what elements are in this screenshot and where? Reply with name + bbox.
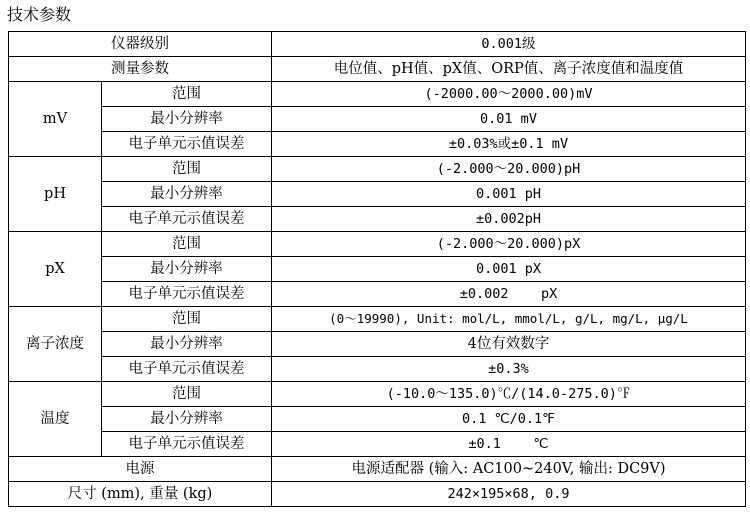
param-label: 最小分辨率 — [102, 332, 272, 357]
instrument-grade-label: 仪器级别 — [9, 32, 272, 57]
table-row — [9, 432, 746, 457]
table-row — [9, 457, 746, 482]
table-row — [9, 32, 746, 57]
param-value: (-2.000～20.000)pH — [272, 157, 746, 182]
param-label: 范围 — [102, 382, 272, 407]
table-row — [9, 482, 746, 507]
table-row — [9, 307, 746, 332]
group-label-temp: 温度 — [9, 382, 102, 457]
section-title: 技术参数 — [7, 5, 72, 24]
param-label: 最小分辨率 — [102, 182, 272, 207]
param-label: 范围 — [102, 232, 272, 257]
param-label: 电子单元示值误差 — [102, 432, 272, 457]
param-label: 最小分辨率 — [102, 107, 272, 132]
param-value: (-2000.00～2000.00)mV — [272, 82, 746, 107]
table-row — [9, 182, 746, 207]
param-label: 范围 — [102, 307, 272, 332]
param-value: (-10.0～135.0)℃/(14.0-275.0)℉ — [272, 382, 746, 407]
param-value: 4位有效数字 — [272, 332, 746, 357]
group-label-ion: 离子浓度 — [9, 307, 102, 382]
power-value: 电源适配器 (输入: AC100~240V, 输出: DC9V) — [272, 457, 746, 482]
table-row — [9, 357, 746, 382]
table-row — [9, 407, 746, 432]
param-value: 0.001 pH — [272, 182, 746, 207]
measured-params-label: 测量参数 — [9, 57, 272, 82]
table-row — [9, 282, 746, 307]
param-value: ±0.002pH — [272, 207, 746, 232]
param-value: ±0.002 pX — [272, 282, 746, 307]
group-label-mv: mV — [9, 82, 102, 157]
table-row — [9, 332, 746, 357]
group-label-px: pX — [9, 232, 102, 307]
param-value: 0.01 mV — [272, 107, 746, 132]
table-row — [9, 132, 746, 157]
size-weight-value: 242×195×68, 0.9 — [272, 482, 746, 507]
size-weight-label: 尺寸 (mm), 重量 (kg) — [9, 482, 272, 507]
table-row — [9, 257, 746, 282]
param-label: 电子单元示值误差 — [102, 282, 272, 307]
param-label: 电子单元示值误差 — [102, 357, 272, 382]
param-label: 最小分辨率 — [102, 257, 272, 282]
param-label: 电子单元示值误差 — [102, 207, 272, 232]
param-label: 范围 — [102, 82, 272, 107]
param-label: 最小分辨率 — [102, 407, 272, 432]
param-value: 0.001 pX — [272, 257, 746, 282]
group-label-ph: pH — [9, 157, 102, 232]
table-row — [9, 207, 746, 232]
table-row — [9, 382, 746, 407]
param-label: 电子单元示值误差 — [102, 132, 272, 157]
param-value: ±0.3% — [272, 357, 746, 382]
param-value: ±0.03%或±0.1 mV — [272, 132, 746, 157]
power-label: 电源 — [9, 457, 272, 482]
param-label: 范围 — [102, 157, 272, 182]
table-row — [9, 157, 746, 182]
param-value: ±0.1 ℃ — [272, 432, 746, 457]
param-value: (-2.000～20.000)pX — [272, 232, 746, 257]
param-value: (0～19990), Unit: mol/L, mmol/L, g/L, mg/L, μg/L — [272, 307, 746, 332]
table-row — [9, 107, 746, 132]
table-row — [9, 82, 746, 107]
measured-params-value: 电位值、pH值、pX值、ORP值、离子浓度值和温度值 — [272, 57, 746, 82]
param-value: 0.1 ℃/0.1℉ — [272, 407, 746, 432]
spec-table — [8, 31, 746, 507]
instrument-grade-value: 0.001级 — [272, 32, 746, 57]
table-row — [9, 57, 746, 82]
table-row — [9, 232, 746, 257]
